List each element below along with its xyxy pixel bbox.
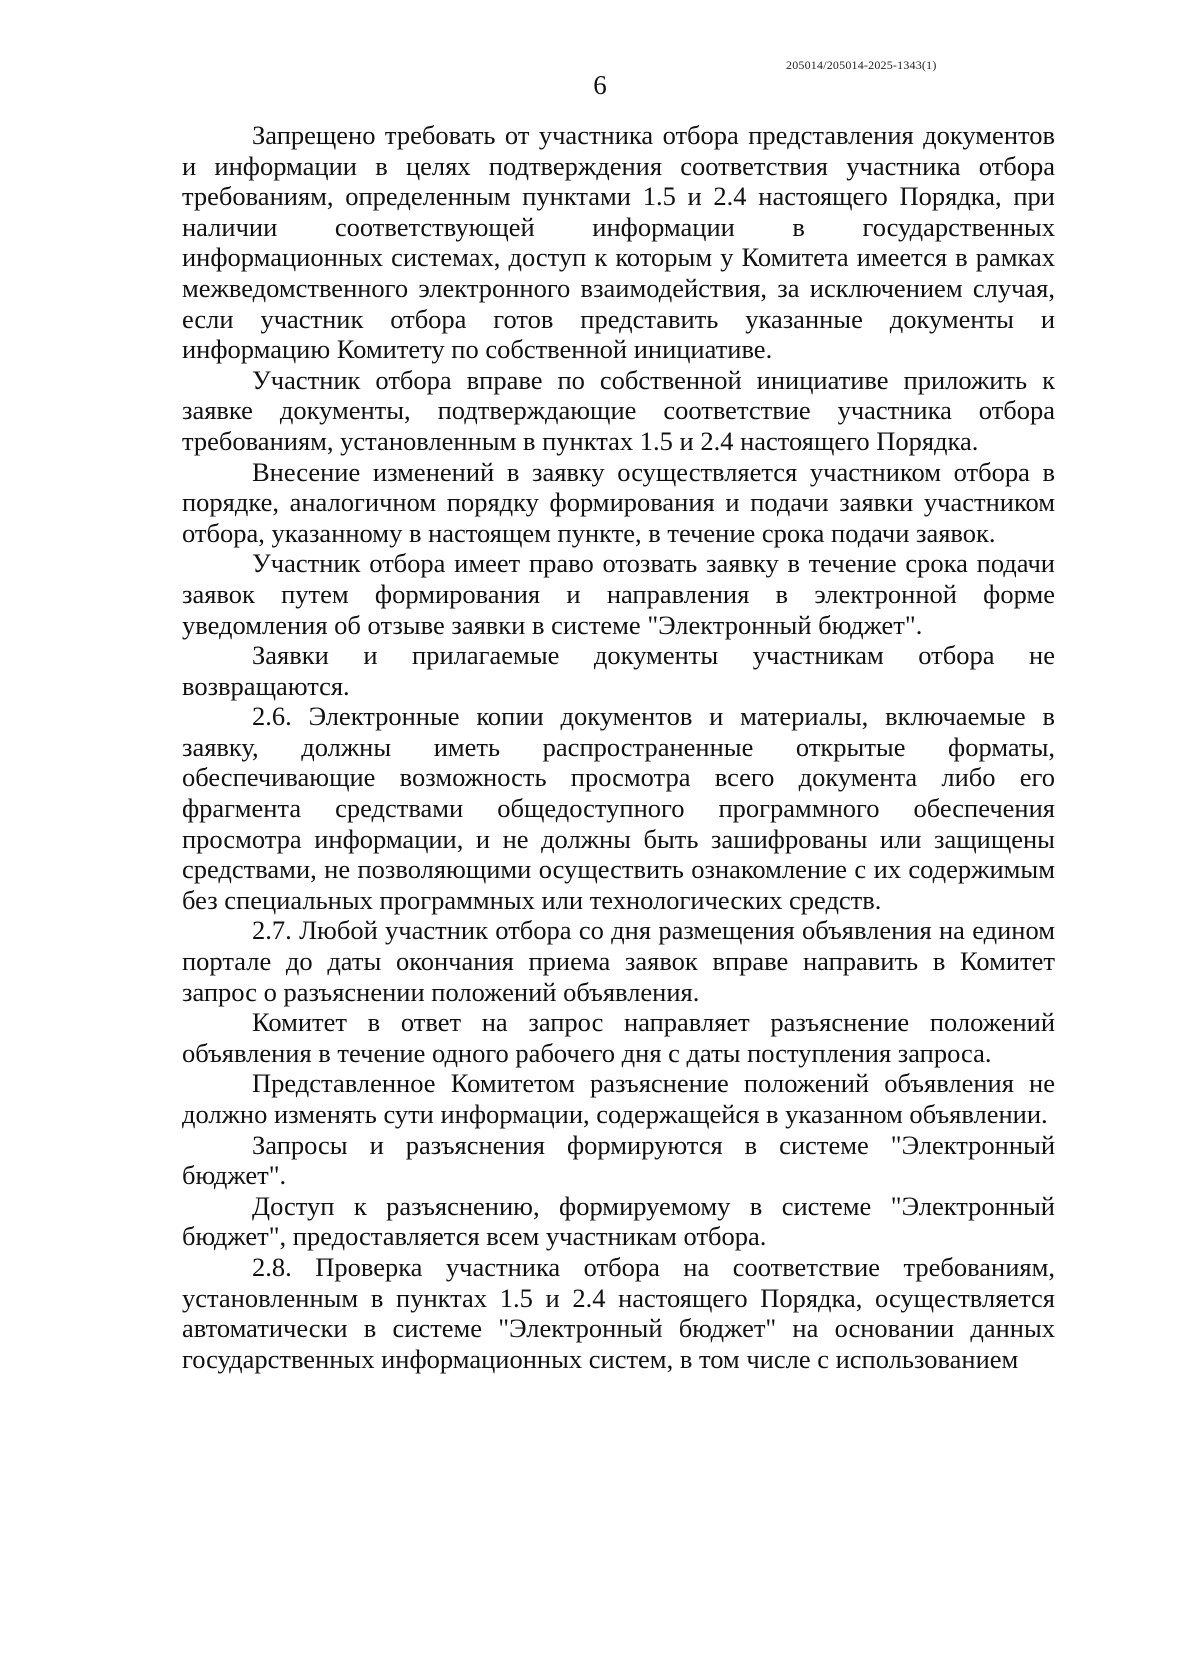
paragraph-requests-system: Запросы и разъяснения формируются в системе "Электронный бюджет".: [182, 1129, 1055, 1191]
paragraph-application-withdrawal: Участник отбора имеет право отозвать заявку в течение срока подачи заявок путем формирования и направления в электронной форме уведомления об отзыве заявки в системе "Электронный бюджет".: [182, 548, 1055, 640]
document-body: [182, 120, 1055, 1374]
paragraph-2-7-clarification-request: 2.7. Любой участник отбора со дня размещения объявления на едином портале до даты окончания приема заявок вправе направить в Комитет запрос о разъяснении положений объявления.: [182, 915, 1055, 1007]
paragraph-application-changes: Внесение изменений в заявку осуществляется участником отбора в порядке, аналогичном порядку формирования и подачи заявки участником отбора, указанному в настоящем пункте, в течение срока подачи заявок.: [182, 456, 1055, 548]
paragraph-2-6-electronic-copies: 2.6. Электронные копии документов и материалы, включаемые в заявку, должны иметь распространенные открытые форматы, обеспечивающие возможность просмотра всего документа либо его фрагмента средствами общедоступного программного обеспечения просмотра информации, и не должны быть зашифрованы или защищены средствами, не позволяющими осуществить ознакомление с их содержимым без специальных программных или технологических средств.: [182, 701, 1055, 915]
paragraph-clarification-access: Доступ к разъяснению, формируемому в системе "Электронный бюджет", предоставляется всем участникам отбора.: [182, 1190, 1055, 1252]
paragraph-own-initiative: Участник отбора вправе по собственной инициативе приложить к заявке документы, подтверждающие соответствие участника отбора требованиям, установленным в пунктах 1.5 и 2.4 настоящего Порядка.: [182, 364, 1055, 456]
paragraph-2-8-automatic-check: 2.8. Проверка участника отбора на соответствие требованиям, установленным в пунктах 1.5 и 2.4 настоящего Порядка, осуществляется автоматически в системе "Электронный бюджет" на основании данных государственных информационных систем, в том числе с использованием: [182, 1251, 1055, 1374]
paragraph-no-return: Заявки и прилагаемые документы участникам отбора не возвращаются.: [182, 640, 1055, 701]
document-registration-code: 205014/205014-2025-1343(1): [786, 58, 937, 72]
paragraph-committee-response: Комитет в ответ на запрос направляет разъяснение положений объявления в течение одного рабочего дня с даты поступления запроса.: [182, 1007, 1055, 1068]
paragraph-clarification-content: Представленное Комитетом разъяснение положений объявления не должно изменять сути информации, содержащейся в указанном объявлении.: [182, 1068, 1055, 1129]
paragraph-document-requirements: Запрещено требовать от участника отбора представления документов и информации в целях подтверждения соответствия участника отбора требованиям, определенным пунктами 1.5 и 2.4 настоящего Порядка, при наличии соответствующей информации в государственных информационных системах, доступ к которым у Комитета имеется в рамках межведомственного электронного взаимодействия, за исключением случая, если участник отбора готов представить указанные документы и информацию Комитету по собственной инициативе.: [182, 120, 1055, 365]
page-number: 6: [593, 70, 607, 100]
